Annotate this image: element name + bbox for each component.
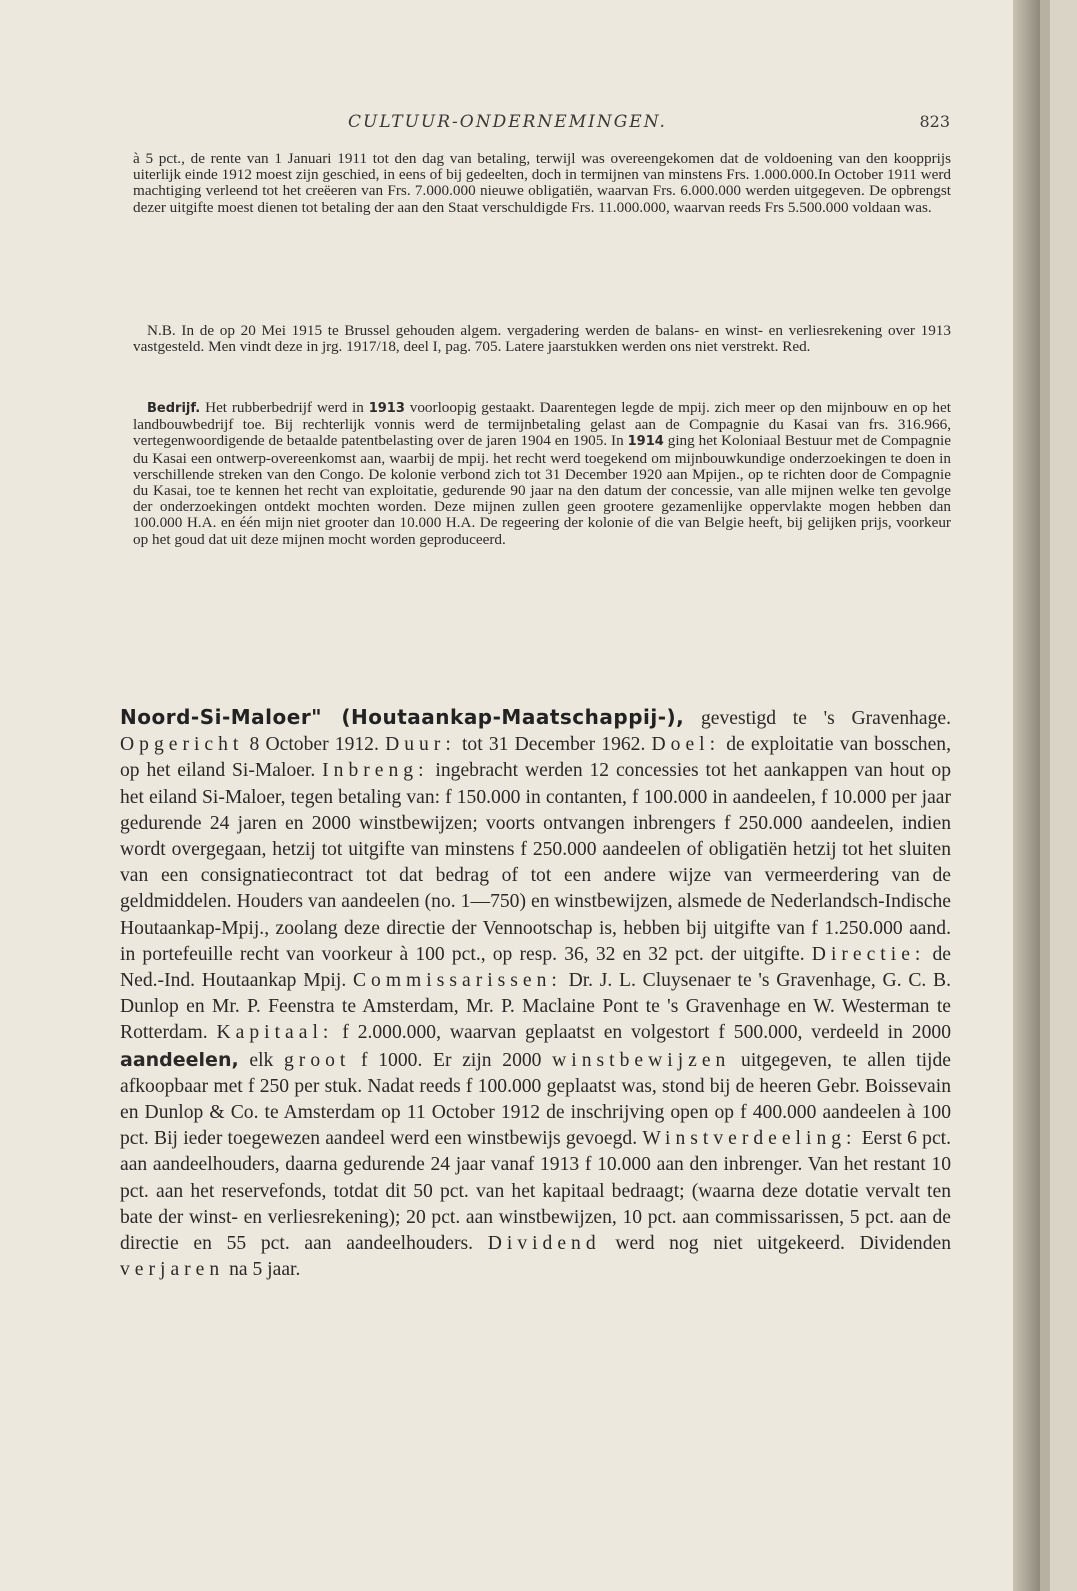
text-span: na 5 jaar. (224, 1259, 301, 1281)
text-span: voorloopig gestaakt. Daarentegen legde de mpij. zich meer op den mijnbouw en op het landbouwbedrijf toe. Bij rechterlijk vonnis werd de termijnbetaling gelast aan de Compagnie du Kasai van frs. 316.966, vertegenwoordigende de betaalde patentbelasting over de jaren 1904 en 1905. In (133, 399, 951, 450)
label-winstverdeeling: Winstverdeeling: (642, 1128, 857, 1150)
page-number: 823 (919, 112, 950, 131)
text-span: tot 31 December 1962. (455, 734, 652, 756)
text-span: ingebracht werden 12 concessies tot het aankappen van hout op het eiland Si-Maloer, tegen betaling van: f 150.000 in contanten, f 100.000 in aandeelen, f 10.000 per jaar gedurende 24 jaren en 2000 winstbewijzen; voorts ontvangen inbrengers f 250.000 aandeelen, indien wordt overgegaan, hetzij tot uitgifte van minstens f 250.000 aandeelen of obligatiën hetzij tot het sluiten van een consignatiecontract tot dat bedrag of tot een andere wijze van vermeerdering van de geldmiddelen. Houders van aandeelen (no. 1—750) en winstbewijzen, alsmede de Nederlandsch-Indische Houtaankap-Mpij., zoolang deze directie der Vennootschap is, hebben bij uitgifte van f 1.250.000 aand. in portefeuille recht van voorkeur à 100 pct., op resp. 36, 32 en 32 pct. der uitgifte. (120, 760, 951, 965)
text-span: de exploitatie van bosschen, op het eiland Si-Maloer. (120, 734, 951, 782)
text-span: ging het Koloniaal Bestuur met de Compagnie du Kasai een ontwerp-overeenkomst aan, waarbij de mpij. het recht werd toegekend om mijnbouwkundige onderzoekingen te doen in verschillende streken van den Congo. De kolonie verbond zich tot 31 December 1920 aan Mpijen., op te richten door de Compagnie du Kasai, toe te kennen het recht van exploitatie, gedurende 90 jaar na den datum der concessie, van alle mijnen welke ten gevolge der onderzoekingen ontdekt mochten worden. Deze mijnen zullen geen grootere gezamenlijke oppervlakte mogen hebben dan 100.000 H.A. en één mijn niet grooter dan 10.000 H.A. De regeering der kolonie of die van Belgie heeft, bij gelijken prijs, voorkeur op het goud dat uit deze mijnen mocht worden geproduceerd. (133, 432, 951, 548)
label-dividend: Dividend (487, 1233, 601, 1255)
paragraph-bedrijf (133, 400, 951, 548)
text-span: Eerst 6 pct. aan aandeelhouders, daarna gedurende 24 jaar vanaf 1913 f 10.000 aan den inbrenger. Van het restant 10 pct. aan het reservefonds, totdat dit 50 pct. van het kapitaal bedraagt; (waarna deze dotatie vervalt ten bate der winst- en verliesrekening); 20 pct. aan winstbewijzen, 10 pct. aan commissarissen, 5 pct. aan de directie en 55 pct. aan aandeelhouders. (120, 1128, 951, 1255)
company-entry (120, 704, 951, 1283)
label-inbreng: Inbreng: (322, 760, 429, 782)
runin-bedrijf: Bedrijf. (147, 401, 201, 416)
year-1913: 1913 (368, 401, 405, 416)
text-span: Dr. J. L. Cluysenaer te 's Gravenhage, G. C. B. Dunlop en Mr. P. Feenstra te Amsterdam, Mr. P. Maclaine Pont te 's Gravenhage en W. Westerman te Rotterdam. (120, 970, 952, 1044)
page-edge (1013, 0, 1040, 1591)
label-doel: Doel: (651, 734, 721, 756)
text-span: Het rubberbedrijf werd in (200, 399, 369, 416)
company-heading: Noord-Si-Maloer" (Houtaankap-Maatschappij-), (120, 705, 685, 729)
label-groot: groot (284, 1049, 351, 1071)
label-kapitaal: Kapitaal: (216, 1022, 334, 1044)
label-opgericht: Opgericht (120, 734, 244, 756)
text-span: werd nog niet uitgekeerd. Dividenden (600, 1233, 951, 1255)
text-span: gevestigd te 's Gravenhage. (684, 708, 951, 729)
text-span: de Ned.-Ind. Houtaankap Mpij. (120, 943, 951, 992)
text-span: f 1000. Er zijn 2000 (350, 1049, 553, 1071)
text-span: uitgegeven, te allen tijde afkoopbaar met f 250 per stuk. Nadat reeds f 100.000 geplaatst was, stond bij de heeren Gebr. Boissevain en Dunlop & Co. te Amsterdam op 11 October 1912 de inschrijving open op f 400.000 aandeelen à 100 pct. Bij ieder toegewezen aandeel werd een winstbewijs gevoegd. (120, 1049, 951, 1150)
label-duur: Duur: (385, 734, 456, 756)
text-span: f 2.000.000, waarvan geplaatst en volgestort f 500.000, verdeeld in 2000 (333, 1022, 951, 1044)
running-head-title: CULTUUR-ONDERNEMINGEN. (348, 112, 667, 132)
paragraph-continuation: à 5 pct., de rente van 1 Januari 1911 tot den dag van betaling, terwijl was overeengekomen dat de voldoening van den koopprijs uiterlijk einde 1912 moest zijn geschied, in eens of bij gedeelten, doch in termijnen van minstens Frs. 1.000.000.In October 1911 werd machtiging verleend tot het creëeren van Frs. 7.000.000 nieuwe obligatiën, waarvan Frs. 6.000.000 werden uitgegeven. De opbrengst dezer uitgifte moest dienen tot betaling der aan den Staat verschuldigde Frs. 11.000.000, waarvan reeds Frs 5.500.000 voldaan was. (133, 150, 951, 216)
paragraph-note: N.B. In de op 20 Mei 1915 te Brussel gehouden algem. vergadering werden de balans- en winst- en verliesrekening over 1913 vastgesteld. Men vindt deze in jrg. 1917/18, deel I, pag. 705. Latere jaarstukken werden ons niet verstrekt. Red. (133, 322, 951, 356)
label-verjaren: verjaren (120, 1259, 225, 1281)
label-commissarissen: Commissarissen: (352, 970, 562, 992)
label-winstbewijzen: winstbewijzen (552, 1049, 731, 1071)
label-directie: Directie: (811, 943, 926, 965)
running-head (120, 112, 950, 136)
text-span: elk (238, 1049, 284, 1071)
text-span: 8 October 1912. (243, 734, 386, 756)
year-1914: 1914 (627, 434, 664, 450)
bold-aandeelen: aandeelen, (120, 1048, 239, 1071)
